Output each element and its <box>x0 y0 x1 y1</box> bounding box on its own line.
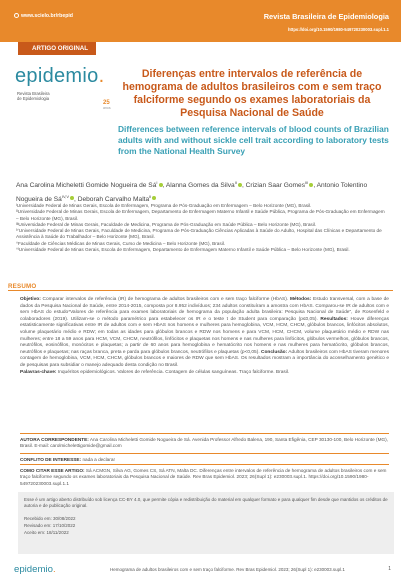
author-affiliation-marker: III <box>305 180 309 185</box>
orcid-icon[interactable] <box>159 183 163 187</box>
metodos-text: Estudo transversal, com a base de dados da Pesquisa Nacional de Saúde, entre 2014-2015, composta por 8.952 indivíduos; 234 adultos constituíram a amostra com HbAS. Comparou-se IR de adultos com e sem HbAS do estudo*Valores de referência para exames laboratoriais de hemograma da população adulta brasileira: Pesquisa Nacional de Saúde", de Rosenfeld e colaboradores (2019). Utilizam-se o método paramétrico para estabelecer os IR e o teste t de Student para comparação (p≤0,05). <box>20 297 389 322</box>
affiliation-item: ⱽᴵUniversidade Federal de Minas Gerais, Escola de Enfermagem, Departamento de Enfermagem Materno Infantil e Saúde Pública – Belo Horizonte (MG), Brasil. <box>16 247 350 253</box>
page-number: 1 <box>388 566 391 572</box>
abstract-heading: RESUMO <box>8 283 37 290</box>
how-to-cite: COMO CITAR ESSE ARTIGO: Sá ACMGN, Silva AG, Gomes CS, Sá ATN, Malta DC. Diferenças entre intervalos de referência de hemograma de adultos brasileiros com e sem traço falciforme segundo os exames laboratoriais da Pesquisa Nacional de Saúde. Rev Bras Epidemiol. 2023; 26(Supl 1): e230003.supl.1. https://doi.org/10.1590/1980-549720230003.supl.1.1 <box>20 464 389 487</box>
author-name: Alanna Gomes da Silva <box>165 182 235 190</box>
orcid-icon[interactable] <box>309 183 313 187</box>
keywords-label: Palavras-chave: <box>20 369 57 375</box>
doi-link[interactable]: https://doi.org/10.1590/1980-549720230003.supl.1.1 <box>287 27 389 32</box>
article-type-badge: ARTIGO ORIGINAL <box>18 42 96 55</box>
author-name: Deborah Carvalho Malta <box>77 195 150 203</box>
license-box <box>18 492 394 554</box>
keywords-text: Inquéritos epidemiológicos. Valores de referência. Contagem de células sanguíneas. Traço falciforme. Brasil. <box>57 369 290 375</box>
affiliation-list <box>16 203 386 253</box>
objetivo-text: Comparar intervalos de referência (IR) de hemograma de adultos brasileiros com e sem traço falciforme (HbAS). <box>42 297 289 302</box>
abstract-body <box>20 297 389 376</box>
conclusao-text: Adultos brasileiros com HbAS tiveram menores contagem de hemoglobina, VCM, HCM, CHCM, glóbulos brancos e maiores de RDW que sem HbAS. Os resultados mostram a importância do aconselhamento genético e de pesquisas para subsidiar o manejo adequado desta condição no Brasil. <box>20 349 389 368</box>
logo-subtitle: Revista Brasileira de Epidemiologia <box>17 91 50 101</box>
footer-citation: Hemograma de adultos brasileiros com e sem traço falciforme. Rev Bras Epidemiol. 2023; 26(Supl 1): e230003.supl.1 <box>110 567 345 572</box>
affiliation-item: ᴵUniversidade Federal de Minas Gerais, Escola de Enfermagem, Programa de Pós-Graduação em Enfermagem – Belo Horizonte (MG), Brasil. <box>16 203 312 208</box>
journal-name: Revista Brasileira de Epidemiologia <box>263 12 389 21</box>
globe-icon <box>14 13 19 18</box>
author-name: Crizian Saar Gomes <box>245 182 305 190</box>
metodos-label: Métodos: <box>289 297 312 302</box>
conclusao-label: Conclusão: <box>261 349 288 355</box>
anniversary-mark: 25 anos <box>103 100 111 110</box>
journal-header-bar <box>0 0 401 42</box>
revised-date: Revisado em: 17/10/2022 <box>24 523 76 529</box>
footer-logo: epidemio. <box>14 564 56 575</box>
license-text: Esse é um artigo aberto distribuído sob licença CC-BY 4.0, que permite cópia e redistribuição do material em qualquer formato e para qualquer fim desde que mantidos os créditos de autoria e de publicação original. <box>24 497 388 509</box>
resultados-text: Houve diferenças estatisticamente significativas entre IR de adultos com e sem HbAS nos homens e mulheres para hemoglobina, VCM, HCM, CHCM, glóbulos brancos, linfócitos absolutos, volume plaquetário médio e RDW; em todas as idades para glóbulos brancos e RDW nos homens e para VCM, HCM, CHCM, volume plaquetário médio e RDW nas mulheres; entre 18 a 59 anos para HCM, VCM, CHCM, neutrófilos, linfócitos e plaquetas nos homens e nas mulheres para linfócitos, glóbulos vermelhos, glóbulos brancos, neutrófilos, eosinófilos, monócitos e plaquetas; a partir de 60 anos para hemoglobina e hematócrito nos homens e nas mulheres para hematócrito, glóbulos brancos, neutrófilos e plaquetas; nas raças branca, preta e parda para glóbulos brancos, neutrófilos e plaquetas (p<0,05). <box>20 316 389 355</box>
orcid-icon[interactable] <box>238 183 242 187</box>
site-link[interactable] <box>14 13 73 19</box>
site-url[interactable]: www.scielo.br/rbepid <box>21 13 73 19</box>
logo-wordmark: epidemio. <box>15 65 105 87</box>
article-title-pt: Diferenças entre intervalos de referência de hemograma de adultos brasileiros com e sem traço falciforme segundo os exames laboratoriais da Pesquisa Nacional de Saúde <box>122 68 382 119</box>
objetivo-label: Objetivo: <box>20 297 41 302</box>
corresponding-author: AUTORA CORRESPONDENTE: Ana Carolina Micheletti Gomide Nogueira de Sá. Avenida Professor Alfredo Balena, 190, Santa Efigênia, CEP 30130-100, Belo Horizonte (MG), Brasil. E-mail: carolmichelettigomide@gmail.com <box>20 433 389 450</box>
author-affiliation-marker: I <box>156 180 158 185</box>
journal-logo <box>15 65 115 125</box>
author-affiliation-marker: IV,V <box>61 193 70 199</box>
affiliation-item: ᴵᴵUniversidade Federal de Minas Gerais, Escola de Enfermagem, Departamento de Enfermagem Materno Infantil e Saúde Pública, Programa de Pós-Graduação em Enfermagem – Belo Horizonte (MG), Brasil. <box>16 209 385 221</box>
author-list: Ana Carolina Micheletti Gomide Nogueira de $Sá^I$ , Alanna Gomes da Silva$^{II}$ , Crizian Saar Gomes$^{III}$ , Antonio Tolentino Nogueira de $Sá^{IV,V}$ , Deborah Carvalho Malta$^{II}$ <box>16 180 368 203</box>
resultados-label: Resultados: <box>320 316 348 322</box>
orcid-icon[interactable] <box>70 196 74 200</box>
conflict-of-interest: CONFLITO DE INTERESSE: nada a declarar <box>20 453 389 463</box>
conflict-text: nada a declarar <box>82 457 116 462</box>
author-affiliation-marker: II <box>234 180 237 185</box>
article-title-en: Differences between reference intervals of blood counts of Brazilian adults with and without sickle cell trait according to laboratory tests from the National Health Survey <box>118 124 389 156</box>
author-name: Ana Carolina Micheletti Gomide Nogueira de Sá <box>16 182 157 190</box>
author-affiliation-marker: II <box>149 193 152 199</box>
received-date: Recebido em: 30/08/2022 <box>24 516 76 522</box>
affiliation-item: ⱽFaculdade de Ciências Médicas de Minas Gerais, Curso de Medicina – Belo Horizonte (MG), Brasil. <box>16 240 226 246</box>
citation-text[interactable]: Sá ACMGN, Silva AG, Gomes CS, Sá ATN, Malta DC. Diferenças entre intervalos de referência de hemograma de adultos brasileiros com e sem traço falciforme segundo os exames laboratoriais da Pesquisa Nacional de Saúde. Rev Bras Epidemiol. 2023; 26(Supl 1): e230003.supl.1. https://doi.org/10.1590/1980-549720230003.supl.1.1 <box>20 468 387 486</box>
affiliation-item: ᴵⱽUniversidade Federal de Minas Gerais, Faculdade de Medicina, Programa de Pós-Graduação Ciências Aplicadas à Saúde do Adulto, Hospital das Clínicas e Departamento de Assistência à Saúde do Trabalhador – Belo Horizonte (MG), Brasil. <box>16 228 382 240</box>
abstract-divider <box>8 290 393 291</box>
orcid-icon[interactable] <box>152 196 156 200</box>
accepted-date: Aceito em: 18/11/2022 <box>24 529 69 535</box>
page-footer <box>0 560 401 584</box>
affiliation-item: ᴵᴵᴵUniversidade Federal de Minas Gerais, Faculdade de Medicina, Programa de Pós-Graduação em Saúde Pública – Belo Horizonte (MG), Brasil. <box>16 221 317 227</box>
author-name: Antonio Tolentino Nogueira de Sá <box>16 182 368 203</box>
article-dates <box>24 516 388 536</box>
corresponding-author-text: Ana Carolina Micheletti Gomide Nogueira de Sá. Avenida Professor Alfredo Balena, 190, Santa Efigênia, CEP 30130-100, Belo Horizonte (MG), Brasil. E-mail: carolmichelettigomide@gmail.com <box>20 437 388 449</box>
